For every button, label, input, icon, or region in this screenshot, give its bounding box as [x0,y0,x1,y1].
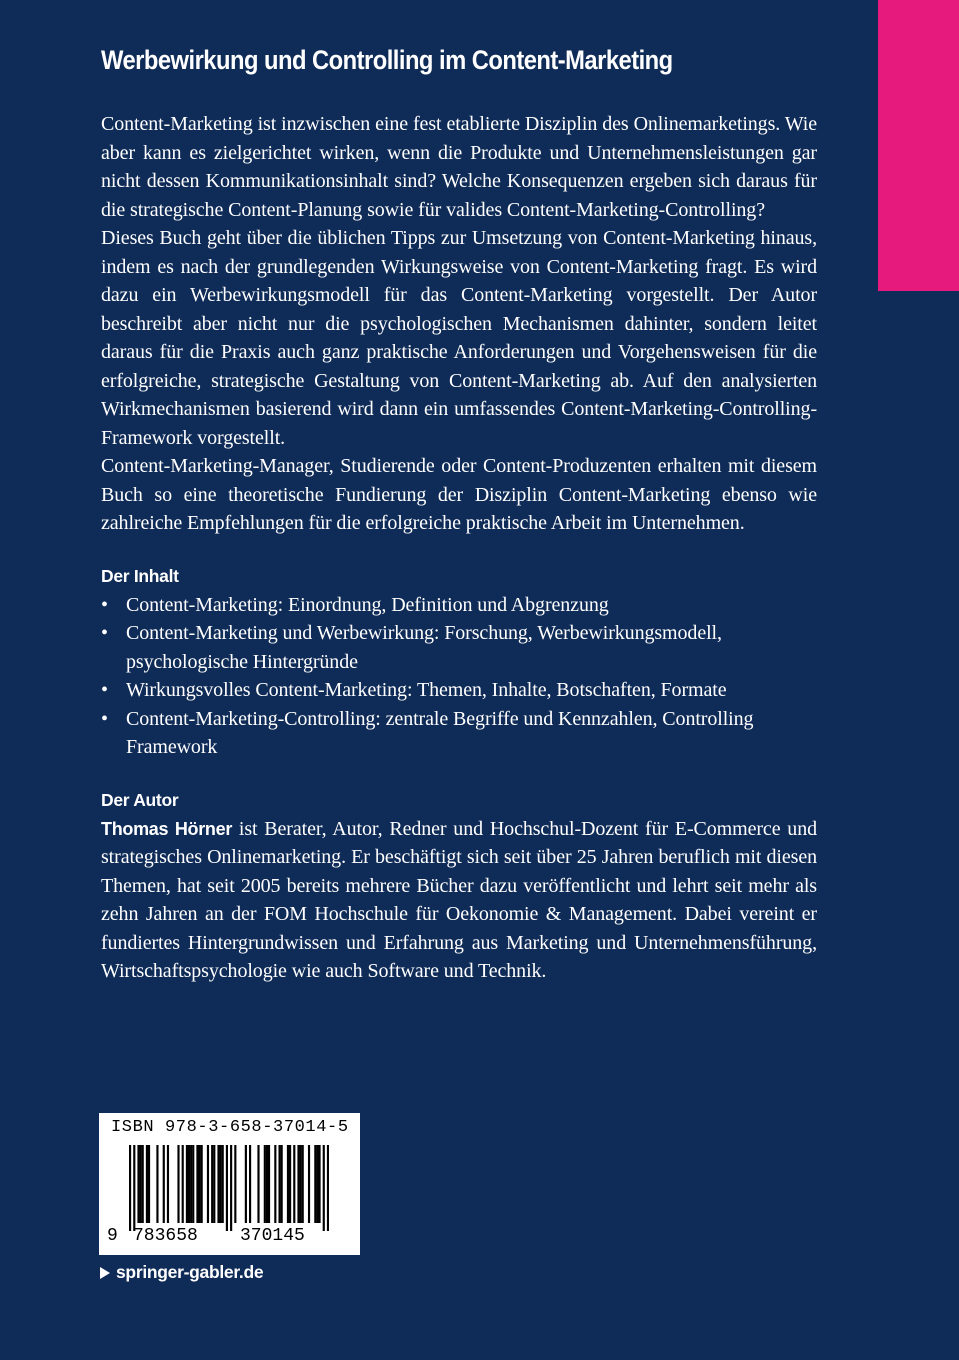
barcode-graphic [129,1145,329,1231]
barcode-bar [220,1145,222,1223]
barcode-bar [211,1145,213,1223]
author-name: Thomas Hörner [101,818,233,839]
barcode-bar [133,1145,135,1231]
arrow-right-icon [100,1267,110,1279]
barcode-bar [177,1145,179,1223]
contents-list [101,591,817,762]
bullet-icon: • [101,679,108,701]
barcode-bar [207,1145,209,1223]
barcode-bar [186,1145,188,1223]
publisher-website[interactable] [100,1262,263,1283]
accent-color-bar [878,0,959,291]
barcode-bar [201,1145,203,1223]
barcode-bar [146,1145,148,1223]
barcode-bar [327,1145,329,1231]
contents-item-text: Wirkungsvolles Content-Marketing: Themen, Inhalte, Botschaften, Formate [126,679,727,701]
barcode-bar [287,1145,289,1223]
bullet-icon: • [101,622,108,644]
book-title: Werbewirkung und Controlling im Content-Marketing [101,45,673,75]
barcode-bar [234,1145,236,1223]
barcode-bar [129,1145,131,1231]
barcode-bar [140,1145,142,1223]
barcode-bar [163,1145,165,1223]
contents-item-text: Content-Marketing und Werbewirkung: Forschung, Werbewirkungsmodell, psychologische Hintergründe [126,622,722,673]
barcode-bar [289,1145,291,1223]
barcode-bar [198,1145,200,1223]
barcode-bar [182,1145,184,1223]
bullet-icon: • [101,707,108,730]
barcode-bar [302,1145,304,1223]
barcode-bar [314,1145,316,1223]
blurb-paragraph-3: Content-Marketing-Manager, Studierende oder Content-Produzenten erhalten mit diesem Buch so eine theoretische Fundierung der Disziplin Content-Marketing ebenso wie zahlreiche Empfehlungen für die erfolgreiche praktische Arbeit im Unternehmen. [101,455,817,534]
barcode-bar [293,1145,295,1223]
barcode-bar [297,1145,299,1223]
barcode-digits [107,1226,305,1246]
barcode-bar [249,1145,251,1223]
barcode-bar [156,1145,158,1223]
barcode-digit-first: 9 [107,1226,118,1246]
blurb [101,110,817,538]
contents-item [101,591,817,620]
contents-item [101,676,817,705]
contents-item [101,619,817,676]
contents-item [101,705,817,762]
barcode-digits-right: 370145 [240,1226,305,1246]
barcode-bar [137,1145,139,1223]
author-bio [101,815,817,986]
barcode-bar [245,1145,247,1223]
barcode-bar [257,1145,259,1223]
contents-item-text: Content-Marketing: Einordnung, Definition und Abgrenzung [126,593,609,616]
contents-heading: Der Inhalt [101,565,179,586]
barcode-bar [142,1145,144,1223]
barcode-bar [230,1145,232,1231]
barcode-bar [281,1145,283,1223]
bullet-icon: • [101,593,108,616]
barcode-bar [274,1145,276,1223]
contents-item-text: Content-Marketing-Controlling: zentrale Begriffe und Kennzahlen, Controlling Framework [126,707,754,758]
barcode-digits-left: 783658 [133,1226,198,1246]
barcode-bar [266,1145,268,1223]
barcode-bar [318,1145,320,1223]
author-bio-text: ist Berater, Autor, Redner und Hochschul-Dozent für E-Commerce und strategisches Onlinemarketing. Er beschäftigt sich seit über 25 Jahren beruflich mit diesen Themen, hat seit 2005 bereits mehrere Bücher dazu veröffentlicht und lehrt seit mehr als zehn Jahren an der FOM Hochschule für Oekonomie & Management. Dabei vereint er fundiertes Hintergrundwissen und Erfahrung aus Marketing und Unternehmensführung, Wirtschaftspsychologie wie auch Software und Technik. [101,817,817,982]
barcode-bar [300,1145,302,1223]
barcode-bar [264,1145,266,1223]
barcode-bar [188,1145,190,1223]
blurb-paragraph-2: Dieses Buch geht über die üblichen Tipps zur Umsetzung von Content-Marketing hinaus, indem es nach der grundlegenden Wirkungsweise von Content-Marketing fragt. Es wird dazu ein Werbewirkungsmodell für das Content-Marketing vorgestellt. Der Autor beschreibt aber nicht nur die psychologischen Mechanismen dahinter, sondern leitet daraus für die Praxis auch ganz praktische Anforderungen und Vorgehensweisen für die erfolgreiche, strategische Gestaltung von Content-Marketing ab. Auf den analysierten Wirkmechanismen basierend wird dann ein umfassendes Content-Marketing-Controlling-Framework vorgestellt. [101,227,817,449]
barcode-bar [217,1145,219,1223]
barcode-bar [226,1145,228,1231]
back-cover-content [101,40,817,986]
barcode-bar [323,1145,325,1231]
barcode-bar [190,1145,192,1223]
barcode-bar [196,1145,198,1223]
barcode-bar [222,1145,224,1223]
barcode-bar [192,1145,194,1223]
barcode-bar [308,1145,310,1223]
author-heading: Der Autor [101,789,179,810]
isbn-barcode-box [99,1113,360,1255]
barcode-bar [167,1145,169,1223]
isbn-label: ISBN 978-3-658-37014-5 [111,1118,349,1137]
barcode-bar [278,1145,280,1223]
barcode-bar [148,1145,150,1223]
barcode-bar [316,1145,318,1223]
barcode-bar [268,1145,270,1223]
website-text: springer-gabler.de [116,1262,264,1282]
blurb-paragraph-1: Content-Marketing ist inzwischen eine fest etablierte Disziplin des Onlinemarketings. Wie aber kann es zielgerichtet wirken, wenn die Produkte und Unternehmensleistungen gar nicht dessen Kommunikationsinhalt sind? Welche Konsequenzen ergeben sich daraus für die strategische Content-Planung sowie für valides Content-Marketing-Controlling? [101,113,817,221]
barcode-bar [213,1145,215,1223]
